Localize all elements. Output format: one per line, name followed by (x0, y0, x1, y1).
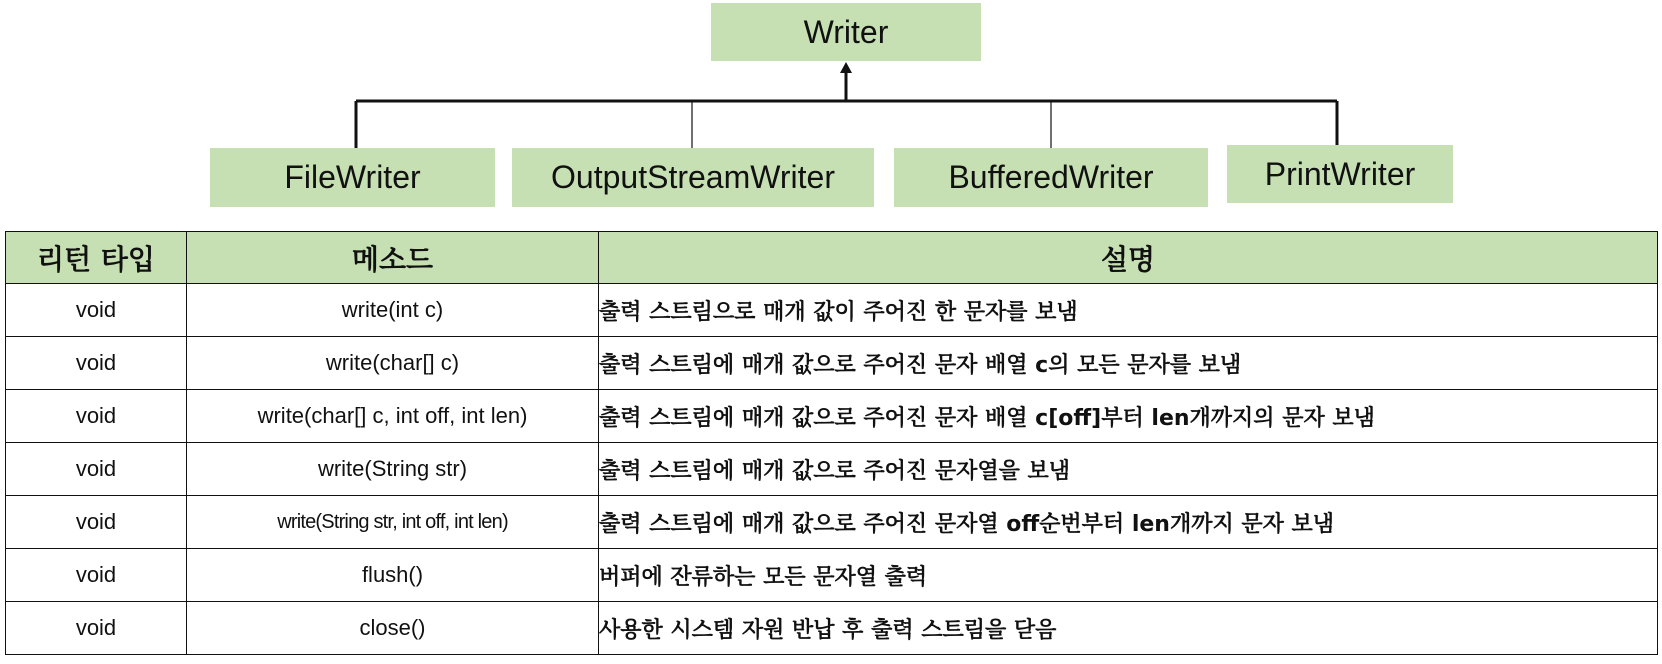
cell-description: 출력 스트림에 매개 값으로 주어진 문자 배열 c의 모든 문자를 보냄 (599, 337, 1658, 390)
header-method: 메소드 (187, 232, 599, 284)
table-header-row (6, 232, 1658, 284)
table-row (6, 284, 1658, 337)
cell-method: write(String str, int off, int len) (187, 496, 599, 549)
table-row (6, 337, 1658, 390)
cell-description: 사용한 시스템 자원 반납 후 출력 스트림을 닫음 (599, 602, 1658, 655)
cell-method: write(int c) (187, 284, 599, 337)
cell-method: flush() (187, 549, 599, 602)
table-row (6, 443, 1658, 496)
table-row (6, 496, 1658, 549)
cell-description: 출력 스트림에 매개 값으로 주어진 문자 배열 c[off]부터 len개까지의 문자 보냄 (599, 390, 1658, 443)
node-writer: Writer (711, 3, 981, 61)
cell-method: write(char[] c) (187, 337, 599, 390)
cell-return-type: void (6, 602, 187, 655)
cell-description: 출력 스트림으로 매개 값이 주어진 한 문자를 보냄 (599, 284, 1658, 337)
header-description: 설명 (599, 232, 1658, 284)
table-row (6, 602, 1658, 655)
cell-description: 출력 스트림에 매개 값으로 주어진 문자열 off순번부터 len개까지 문자 보냄 (599, 496, 1658, 549)
cell-return-type: void (6, 496, 187, 549)
cell-description: 버퍼에 잔류하는 모든 문자열 출력 (599, 549, 1658, 602)
cell-return-type: void (6, 390, 187, 443)
table-row (6, 390, 1658, 443)
cell-method: write(char[] c, int off, int len) (187, 390, 599, 443)
node-bufferedwriter: BufferedWriter (894, 148, 1208, 207)
cell-method: close() (187, 602, 599, 655)
writer-methods-table (5, 231, 1658, 655)
table-row (6, 549, 1658, 602)
cell-description: 출력 스트림에 매개 값으로 주어진 문자열을 보냄 (599, 443, 1658, 496)
cell-return-type: void (6, 549, 187, 602)
cell-return-type: void (6, 337, 187, 390)
cell-return-type: void (6, 284, 187, 337)
cell-return-type: void (6, 443, 187, 496)
cell-method: write(String str) (187, 443, 599, 496)
inheritance-arrowhead (840, 62, 852, 73)
node-outputstreamwriter: OutputStreamWriter (512, 148, 874, 207)
header-return-type: 리턴 타입 (6, 232, 187, 284)
node-printwriter: PrintWriter (1227, 145, 1453, 203)
node-filewriter: FileWriter (210, 148, 495, 207)
